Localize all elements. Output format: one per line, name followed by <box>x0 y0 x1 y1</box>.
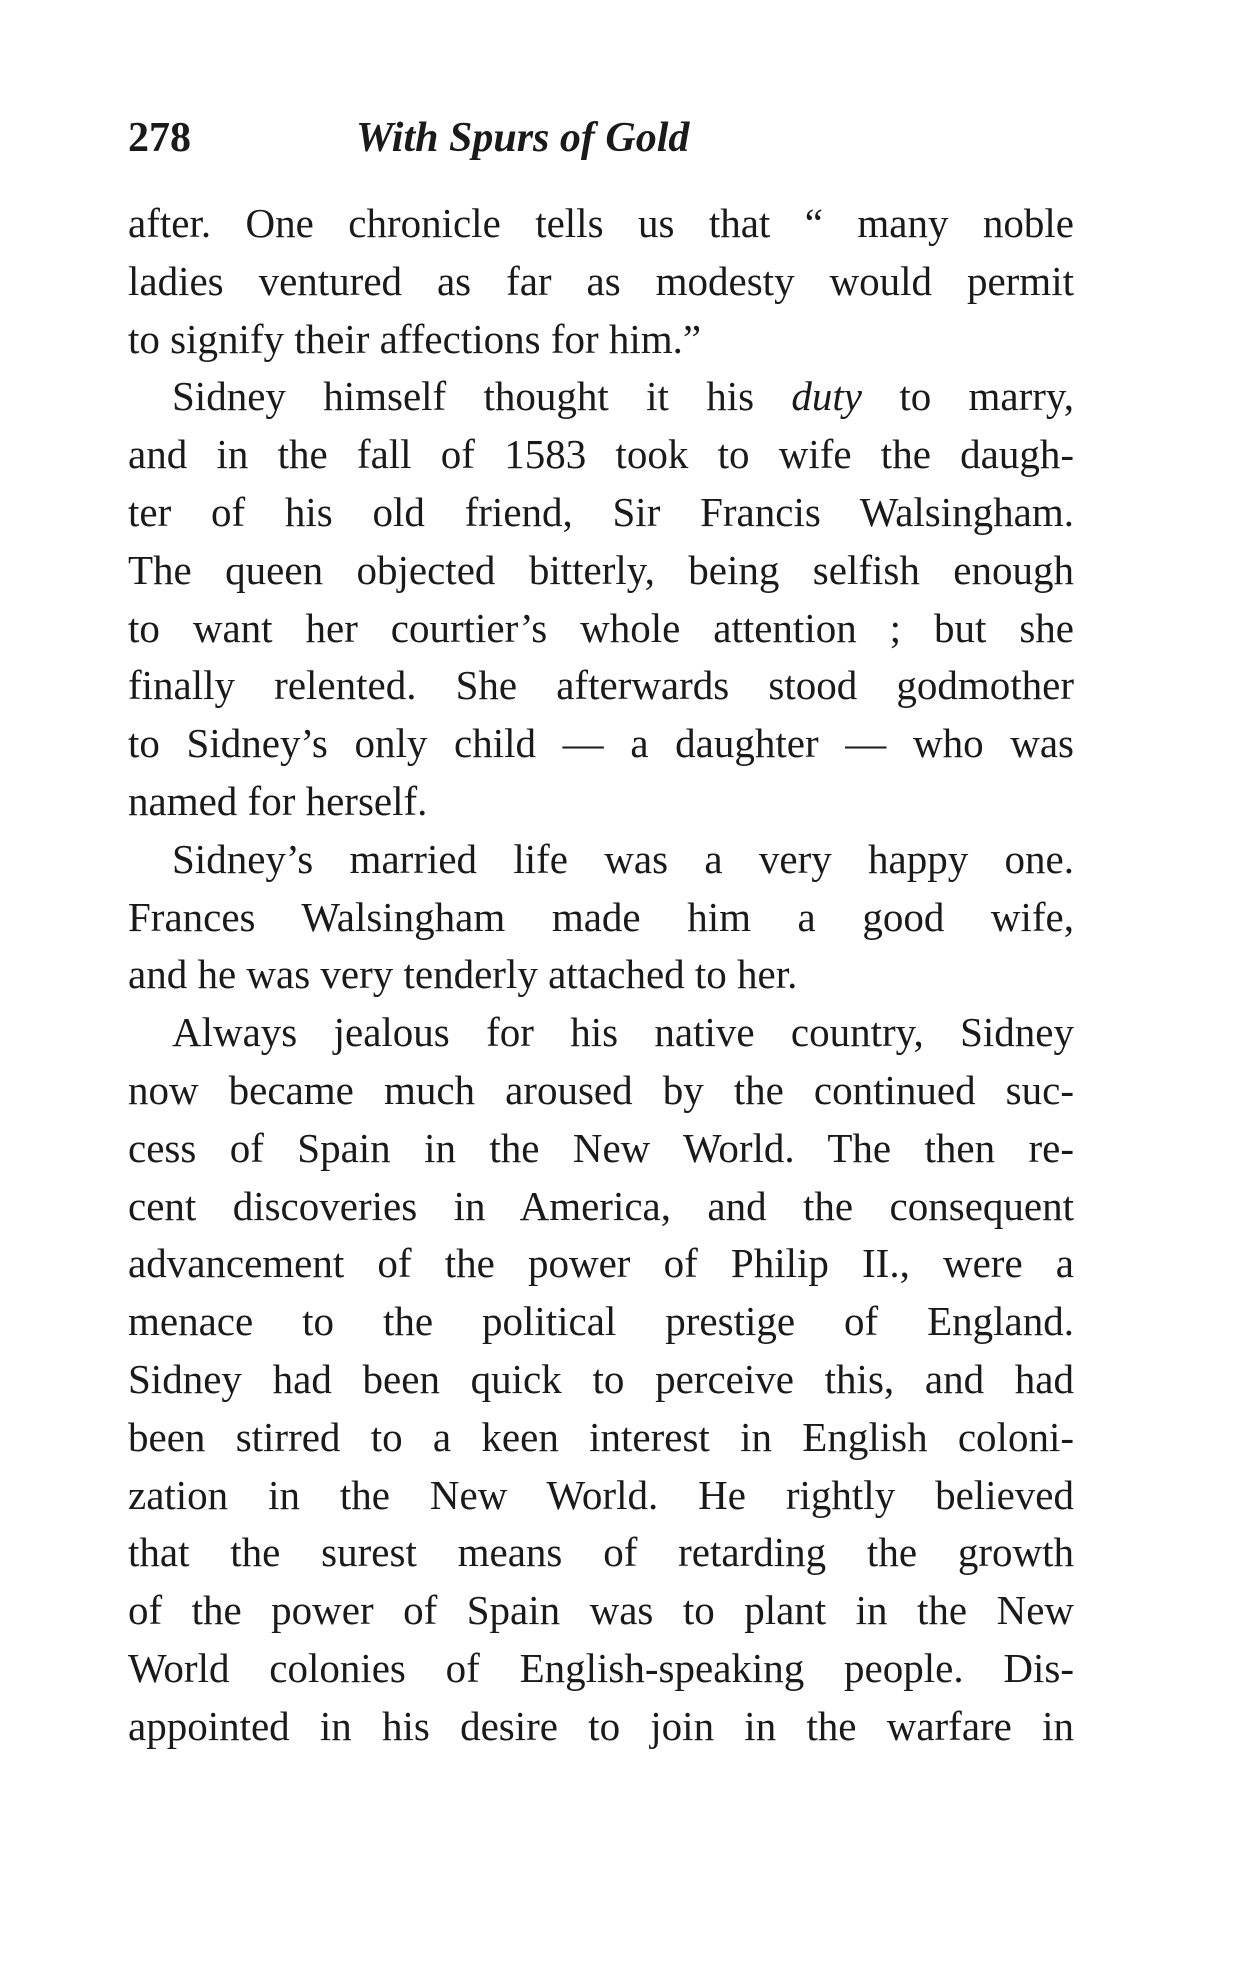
text-line: named for herself. <box>128 777 428 824</box>
running-head <box>128 108 1078 168</box>
text-line: to want her courtier’s whole attention ; but she <box>128 604 1074 651</box>
text-line: to Sidney’s only child — a daughter — who was <box>128 720 1074 767</box>
text-line: advancement of the power of Philip II., were a <box>128 1240 1074 1287</box>
text-line: cent discoveries in America, and the consequent <box>128 1182 1074 1229</box>
text-line: appointed in his desire to join in the warfare in <box>128 1702 1074 1749</box>
text-line: menace to the political prestige of England. <box>128 1298 1074 1345</box>
text-line <box>128 368 1074 426</box>
text-line: and he was very tenderly attached to her. <box>128 951 798 998</box>
body-text <box>128 195 1074 1756</box>
italic-word: duty <box>791 373 862 420</box>
text-line: cess of Spain in the New World. The then re- <box>128 1124 1074 1171</box>
text-line: The queen objected bitterly, being selfish enough <box>128 546 1074 593</box>
text-line: of the power of Spain was to plant in the New <box>128 1587 1074 1634</box>
text-line: to signify their affections for him.” <box>128 315 702 362</box>
text-segment: Sidney himself thought it his <box>172 373 755 420</box>
text-line: finally relented. She afterwards stood godmother <box>128 662 1074 709</box>
text-line: Sidney’s married life was a very happy one. <box>172 835 1074 882</box>
text-line: after. One chronicle tells us that “ many noble <box>128 200 1074 246</box>
text-line: that the surest means of retarding the growth <box>128 1529 1074 1576</box>
text-line: now became much aroused by the continued suc- <box>128 1066 1074 1113</box>
text-line: Frances Walsingham made him a good wife, <box>128 893 1074 940</box>
text-line: been stirred to a keen interest in English coloni- <box>128 1413 1074 1460</box>
text-line: and in the fall of 1583 took to wife the daugh- <box>128 431 1074 478</box>
text-line: Always jealous for his native country, Sidney <box>172 1009 1074 1056</box>
text-line: World colonies of English-speaking people. Dis- <box>128 1644 1074 1691</box>
text-line: ladies ventured as far as modesty would permit <box>128 257 1074 304</box>
text-line: Sidney had been quick to perceive this, and had <box>128 1355 1074 1402</box>
text-segment: to marry, <box>899 373 1075 420</box>
page-number: 278 <box>128 115 191 161</box>
text-line: ter of his old friend, Sir Francis Walsingham. <box>128 488 1074 535</box>
text-line: zation in the New World. He rightly believed <box>128 1471 1074 1518</box>
running-title: With Spurs of Gold <box>356 115 690 161</box>
